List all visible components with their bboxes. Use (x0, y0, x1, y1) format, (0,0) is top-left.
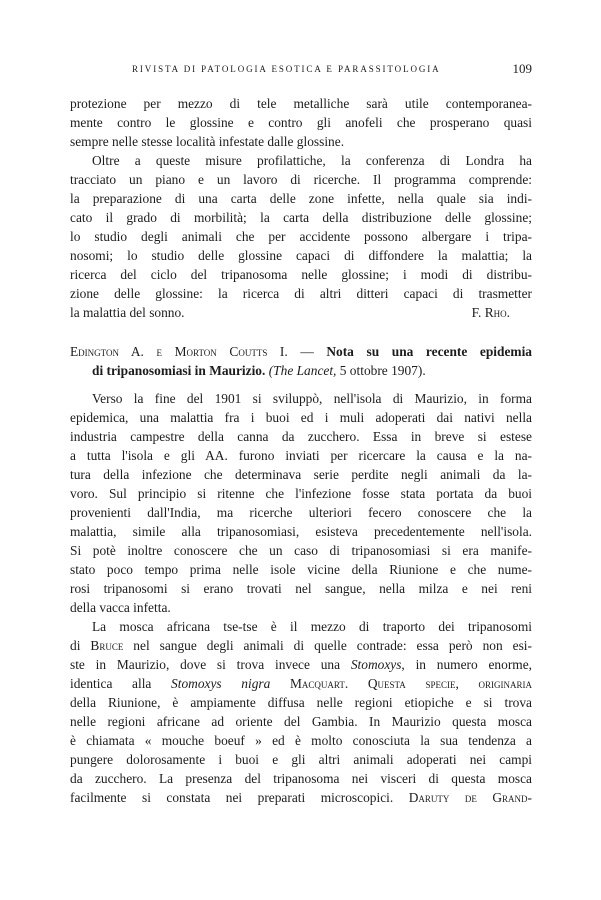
text-line: della Riunione, è ampiamente diffusa nelle regioni etiopiche e si trova (70, 695, 532, 710)
text-line: lo studio degli animali che per accidente possono albergare i tripa- (70, 229, 532, 244)
genus-name: Stomoxys (350, 657, 402, 672)
text-line: Oltre a queste misure profilattiche, la conferenza di Londra ha (92, 153, 532, 168)
text-segment: ste in Maurizio, dove si trova invece una (70, 657, 351, 672)
text-line: epidemica, una malattia fra i buoi ed i muli adoperati dai nativi nella (70, 410, 532, 425)
text-line: provenienti dall'India, ma ricerche ulteriori fecero conoscere che la (70, 505, 532, 520)
text-line: mente contro le glossine e contro gli anofeli che prosperano quasi (70, 115, 532, 130)
citation-authors: Edington A. e Morton Coutts I. (70, 344, 288, 359)
text-line (70, 637, 532, 655)
citation-line (92, 362, 532, 380)
author-name: Macquart. Questa specie, originaria (270, 676, 532, 691)
text-segment: nel sangue degli animali di quelle contrade: essa però non esi- (123, 638, 532, 653)
text-line: tura della infezione che determinava serie perdite negli animali da la- (70, 467, 532, 482)
citation-dash: — (300, 344, 314, 359)
text-line: nosomi; lo studio delle glossine capaci di diffondere la malattia; la (70, 248, 532, 263)
text-segment: , in numero enorme, (401, 657, 532, 672)
text-line (70, 675, 532, 693)
page-number: 109 (512, 61, 532, 76)
text-line: da zucchero. La presenza del tripanosoma nei visceri di questa mosca (70, 771, 532, 786)
citation-source: (The Lancet, (268, 363, 337, 378)
text-line: tracciato un piano e un lavoro di ricerche. Il programma comprende: (70, 172, 532, 187)
author-name: Daruty de Grand- (408, 790, 532, 805)
species-name: Stomoxys nigra (171, 676, 271, 691)
text-line: rosi tripanosomi si erano trovati nel sangue, nella milza e nei reni (70, 581, 532, 596)
text-line (70, 789, 532, 807)
text-line: stato poco tempo prima nelle isole vicine della Riunione e che nume- (70, 562, 532, 577)
citation-title: Nota su una recente epidemia (326, 344, 532, 359)
text-segment: facilmente si constata nei preparati microscopici. (70, 790, 409, 805)
text-line (70, 304, 532, 322)
text-line: industria campestre della canna da zucchero. Essa in breve si estese (70, 429, 532, 444)
text-line (70, 656, 532, 674)
text-line: Si potè inoltre conoscere che un caso di tripanosomiasi si era manife- (70, 543, 532, 558)
citation-title: di tripanosomiasi in Maurizio. (92, 363, 266, 378)
text-line: ricerca del ciclo del tripanosoma nelle glossine; i modi di distribu- (70, 267, 532, 282)
text-line: la preparazione di una carta delle zone infette, nella quale sia indi- (70, 191, 532, 206)
text-line: a tutta l'isola e gli AA. furono inviati per ricercare la causa e la na- (70, 448, 532, 463)
text-line: voro. Sul principio si ritenne che l'infezione fosse stata portata da buoi (70, 486, 532, 501)
text-line: malattia, simile alla tripanosomiasi, esisteva precedentemente nell'isola. (70, 524, 532, 539)
citation-date: 5 ottobre 1907). (339, 363, 426, 378)
text-line: è chiamata « mouche boeuf » ed è molto conosciuta la sua tendenza a (70, 733, 532, 748)
text-segment: la malattia del sonno. (70, 305, 185, 320)
text-line: protezione per mezzo di tele metalliche sarà utile contemporanea- (70, 96, 532, 111)
text-line: della vacca infetta. (70, 600, 171, 615)
author-name: Bruce (90, 638, 124, 653)
page-header (70, 61, 532, 80)
text-line: La mosca africana tse-tse è il mezzo di traporto dei tripanosomi (92, 619, 532, 634)
text-line: pungere dolorosamente i buoi e gli altri animali adoperati nei campi (70, 752, 532, 767)
text-line: nelle regioni africane ad oriente del Gambia. In Maurizio questa mosca (70, 714, 532, 729)
text-segment: identica alla (70, 676, 172, 691)
citation-line (70, 343, 532, 361)
signature: F. Rho. (471, 305, 510, 320)
text-line: zione delle glossine: la ricerca di altri ditteri capaci di trasmetter (70, 286, 532, 301)
text-segment: di (70, 638, 91, 653)
text-line: sempre nelle stesse località infestate dalle glossine. (70, 134, 345, 149)
running-title: RIVISTA DI PATOLOGIA ESOTICA E PARASSITOLOGIA (132, 64, 441, 74)
text-line: cato il grado di morbilità; la carta della distribuzione delle glossine; (70, 210, 532, 225)
text-line: Verso la fine del 1901 si sviluppò, nell'isola di Maurizio, in forma (92, 391, 532, 406)
